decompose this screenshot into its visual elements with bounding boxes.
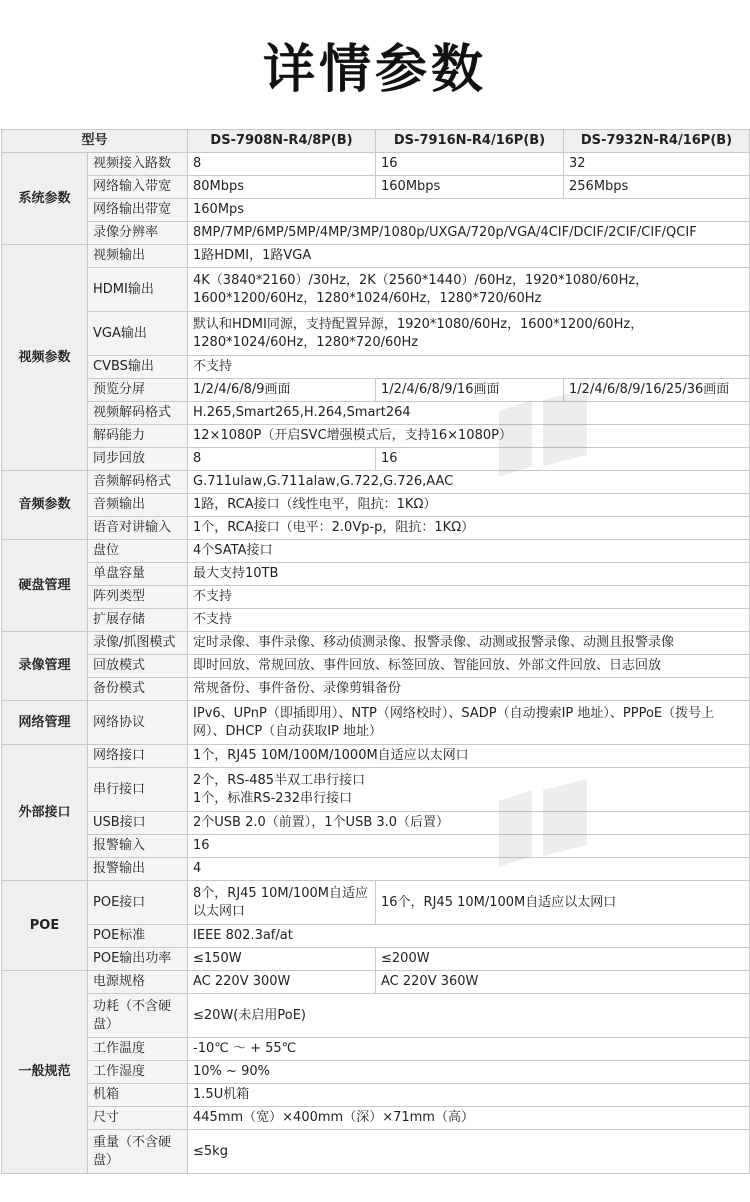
cell-value: 1.5U机箱: [188, 1084, 750, 1107]
row-label: 网络输出带宽: [88, 199, 188, 222]
table-row: [2, 925, 750, 948]
header-model-2: DS-7916N-R4/16P(B): [376, 130, 564, 153]
table-row: [2, 971, 750, 994]
table-row: [2, 176, 750, 199]
row-label: 录像分辨率: [88, 222, 188, 245]
table-row: [2, 517, 750, 540]
cell-value: 最大支持10TB: [188, 563, 750, 586]
cell-value: 80Mbps: [188, 176, 376, 199]
row-label: 视频解码格式: [88, 402, 188, 425]
spec-table: [1, 129, 750, 1174]
table-row: [2, 494, 750, 517]
cell-value: 256Mbps: [564, 176, 750, 199]
row-label: 报警输出: [88, 858, 188, 881]
cell-value: 1路HDMI，1路VGA: [188, 245, 750, 268]
row-label: POE标准: [88, 925, 188, 948]
table-row: [2, 948, 750, 971]
row-label: 功耗（不含硬盘）: [88, 994, 188, 1038]
table-row: [2, 199, 750, 222]
section-ext: 外部接口: [2, 745, 88, 881]
cell-value: 定时录像、事件录像、移动侦测录像、报警录像、动测或报警录像、动测且报警录像: [188, 632, 750, 655]
row-label: 预览分屏: [88, 379, 188, 402]
row-label: 解码能力: [88, 425, 188, 448]
table-row: [2, 425, 750, 448]
cell-value: 2个USB 2.0（前置），1个USB 3.0（后置）: [188, 812, 750, 835]
table-row: [2, 858, 750, 881]
cell-value: ≤200W: [376, 948, 750, 971]
table-row: [2, 153, 750, 176]
section-system: 系统参数: [2, 153, 88, 245]
row-label: VGA输出: [88, 312, 188, 356]
table-row: [2, 812, 750, 835]
section-network: 网络管理: [2, 701, 88, 745]
table-row: [2, 678, 750, 701]
table-row: [2, 402, 750, 425]
cell-value: 1/2/4/6/8/9/16/25/36画面: [564, 379, 750, 402]
cell-value: G.711ulaw,G.711alaw,G.722,G.726,AAC: [188, 471, 750, 494]
row-label: 机箱: [88, 1084, 188, 1107]
table-row: [2, 745, 750, 768]
cell-value: 1个，RJ45 10M/100M/1000M自适应以太网口: [188, 745, 750, 768]
table-row: [2, 1084, 750, 1107]
row-label: POE输出功率: [88, 948, 188, 971]
cell-value: 8MP/7MP/6MP/5MP/4MP/3MP/1080p/UXGA/720p/VGA/4CIF/DCIF/2CIF/CIF/QCIF: [188, 222, 750, 245]
serial-line-1: 2个，RS-485半双工串行接口: [193, 772, 366, 788]
cell-value: 16: [376, 448, 750, 471]
cell-value: 4K（3840*2160）/30Hz，2K（2560*1440）/60Hz，1920*1080/60Hz，1600*1200/60Hz，1280*1024/60Hz，1280*720/60Hz: [188, 268, 750, 312]
row-label: 网络协议: [88, 701, 188, 745]
row-label: 网络接口: [88, 745, 188, 768]
cell-value: 445mm（宽）×400mm（深）×71mm（高）: [188, 1107, 750, 1130]
cell-value: 常规备份、事件备份、录像剪辑备份: [188, 678, 750, 701]
table-row: [2, 1038, 750, 1061]
row-label: 串行接口: [88, 768, 188, 812]
cell-value: 8: [188, 153, 376, 176]
cell-value: 不支持: [188, 356, 750, 379]
cell-value: 1/2/4/6/8/9/16画面: [376, 379, 564, 402]
row-label: 录像/抓图模式: [88, 632, 188, 655]
cell-value: 8: [188, 448, 376, 471]
table-row: [2, 632, 750, 655]
header-model-1: DS-7908N-R4/8P(B): [188, 130, 376, 153]
serial-line-2: 1个，标准RS-232串行接口: [193, 790, 353, 806]
cell-value: 16: [188, 835, 750, 858]
cell-value: 1路，RCA接口（线性电平，阻抗：1KΩ）: [188, 494, 750, 517]
cell-value: ≤5kg: [188, 1130, 750, 1174]
cell-value: IEEE 802.3af/at: [188, 925, 750, 948]
cell-value: AC 220V 300W: [188, 971, 376, 994]
table-row: [2, 701, 750, 745]
table-row: [2, 563, 750, 586]
table-row: [2, 1130, 750, 1174]
row-label: 尺寸: [88, 1107, 188, 1130]
cell-value: [188, 768, 750, 812]
cell-value: -10℃ ～ + 55℃: [188, 1038, 750, 1061]
row-label: 视频输出: [88, 245, 188, 268]
row-label: 阵列类型: [88, 586, 188, 609]
table-row: [2, 655, 750, 678]
row-label: 盘位: [88, 540, 188, 563]
cell-value: ≤150W: [188, 948, 376, 971]
row-label: 扩展存储: [88, 609, 188, 632]
table-row: [2, 1061, 750, 1084]
table-row: [2, 1107, 750, 1130]
cell-value: 1个，RCA接口（电平：2.0Vp-p，阻抗：1KΩ）: [188, 517, 750, 540]
cell-value: 160Mps: [188, 199, 750, 222]
section-general: 一般规范: [2, 971, 88, 1174]
row-label: 网络输入带宽: [88, 176, 188, 199]
row-label: 单盘容量: [88, 563, 188, 586]
table-row: [2, 768, 750, 812]
cell-value: 不支持: [188, 609, 750, 632]
cell-value: 1/2/4/6/8/9画面: [188, 379, 376, 402]
row-label: 工作湿度: [88, 1061, 188, 1084]
row-label: 重量（不含硬盘）: [88, 1130, 188, 1174]
cell-value: H.265,Smart265,H.264,Smart264: [188, 402, 750, 425]
row-label: HDMI输出: [88, 268, 188, 312]
section-audio: 音频参数: [2, 471, 88, 540]
cell-value: 16: [376, 153, 564, 176]
cell-value: 32: [564, 153, 750, 176]
table-row: [2, 994, 750, 1038]
row-label: 音频输出: [88, 494, 188, 517]
row-label: USB接口: [88, 812, 188, 835]
cell-value: 16个，RJ45 10M/100M自适应以太网口: [376, 881, 750, 925]
cell-value: 10% ~ 90%: [188, 1061, 750, 1084]
row-label: 音频解码格式: [88, 471, 188, 494]
table-header-row: [2, 130, 750, 153]
table-row: [2, 222, 750, 245]
section-video: 视频参数: [2, 245, 88, 471]
cell-value: 8个，RJ45 10M/100M自适应以太网口: [188, 881, 376, 925]
cell-value: ≤20W(未启用PoE): [188, 994, 750, 1038]
cell-value: 即时回放、常规回放、事件回放、标签回放、智能回放、外部文件回放、日志回放: [188, 655, 750, 678]
header-model-3: DS-7932N-R4/16P(B): [564, 130, 750, 153]
row-label: 视频接入路数: [88, 153, 188, 176]
row-label: 报警输入: [88, 835, 188, 858]
header-model: 型号: [2, 130, 188, 153]
table-row: [2, 448, 750, 471]
row-label: 备份模式: [88, 678, 188, 701]
cell-value: 4个SATA接口: [188, 540, 750, 563]
cell-value: IPv6、UPnP（即插即用）、NTP（网络校时）、SADP（自动搜索IP 地址）、PPPoE（拨号上网）、DHCP（自动获取IP 地址）: [188, 701, 750, 745]
row-label: 同步回放: [88, 448, 188, 471]
table-row: [2, 835, 750, 858]
table-row: [2, 356, 750, 379]
table-row: [2, 881, 750, 925]
row-label: 电源规格: [88, 971, 188, 994]
table-row: [2, 245, 750, 268]
row-label: 语音对讲输入: [88, 517, 188, 540]
cell-value: 160Mbps: [376, 176, 564, 199]
table-row: [2, 268, 750, 312]
section-poe: POE: [2, 881, 88, 971]
row-label: CVBS输出: [88, 356, 188, 379]
table-row: [2, 471, 750, 494]
table-row: [2, 312, 750, 356]
cell-value: 4: [188, 858, 750, 881]
page-title: 详情参数: [262, 39, 487, 100]
table-row: [2, 379, 750, 402]
table-row: [2, 540, 750, 563]
cell-value: 不支持: [188, 586, 750, 609]
row-label: POE接口: [88, 881, 188, 925]
section-disk: 硬盘管理: [2, 540, 88, 632]
cell-value: 默认和HDMI同源，支持配置异源，1920*1080/60Hz，1600*1200/60Hz，1280*1024/60Hz，1280*720/60Hz: [188, 312, 750, 356]
table-row: [2, 586, 750, 609]
section-record: 录像管理: [2, 632, 88, 701]
table-row: [2, 609, 750, 632]
cell-value: AC 220V 360W: [376, 971, 750, 994]
cell-value: 12×1080P（开启SVC增强模式后，支持16×1080P）: [188, 425, 750, 448]
row-label: 回放模式: [88, 655, 188, 678]
row-label: 工作温度: [88, 1038, 188, 1061]
